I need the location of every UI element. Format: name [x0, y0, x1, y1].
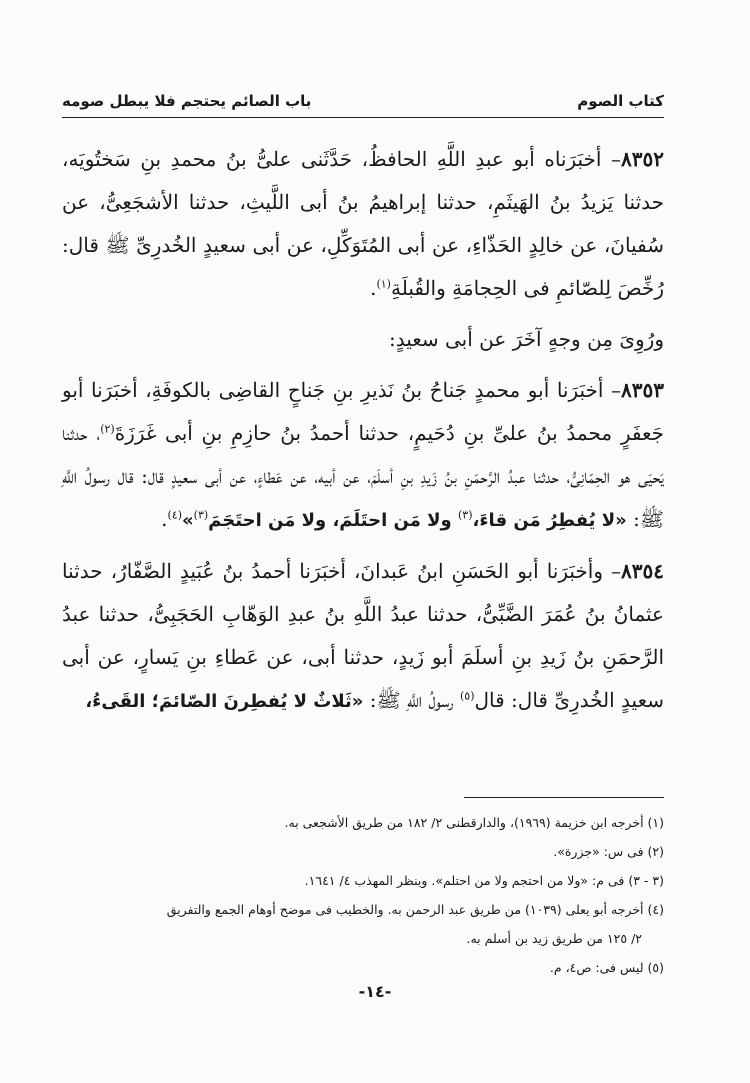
hadith-number: ٨٣٥٤ — [621, 559, 664, 583]
book-title: كتاب الصوم — [577, 92, 664, 110]
footnote-3: (٣ - ٣) فى م: «ولا من احتجم ولا من احتلم». وينظر المهذب ٤/ ١٦٤١. — [304, 873, 664, 888]
footnote-ref[interactable]: (٥) — [459, 689, 475, 703]
prophetic-quote-cont: ولا مَن احتَلَمَ، ولا مَن احتَجَمَ — [208, 510, 458, 531]
main-text — [62, 138, 664, 723]
hadith-8354 — [62, 550, 664, 723]
hadith-number: ٨٣٥٢ — [621, 147, 664, 171]
page-number: -١٤- — [358, 982, 392, 1001]
footnote-ref[interactable]: (٢) — [100, 422, 115, 436]
hadith-text-cont: ، حدثنا يَحيَى هو الحِمّانِىُّ، حدثنا عبدُ الرَّحمَنِ بنُ زَيدِ بنِ أسلَمَ، عن أبيه، عن عَطاءٍ، عن أبى سعيدٍ قال: قال رسولُ اللَّهِ ﷺ: — [62, 421, 664, 531]
hadith-text: – أخبَرَناه أبو عبدِ اللَّهِ الحافظُ، حَدَّثَنى علىُّ بنُ محمدِ بنِ سَختُويَه، حدثنا يَزيدُ بنُ الهَيثَمِ، حدثنا إبراهيمُ بنُ أبى اللَّيثِ، حدثنا الأشجَعِىُّ، عن سُفيانَ، عن خالِدٍ الحَذّاءِ، عن أبى المُتَوَكِّلِ، عن أبى سعيدٍ الخُدرِىِّ ﷺ قال: رُخِّصَ لِلصّائمِ فى الحِجامَةِ والقُبلَةِ — [62, 147, 664, 300]
footnote-ref[interactable]: (٣) — [193, 508, 209, 522]
footnote-4-cont: ٢/ ١٢٥ من طريق زيد بن أسلم به. — [466, 931, 642, 946]
footnote-divider — [464, 797, 664, 798]
footnote-1: (١) أخرجه ابن خزيمة (١٩٦٩)، والدارقطنى ٢/ ١٨٢ من طريق الأشجعى به. — [284, 815, 664, 830]
hadith-8353 — [62, 369, 664, 542]
running-header — [62, 88, 664, 114]
footnotes — [62, 808, 664, 982]
sentence-end: . — [161, 507, 168, 531]
prophetic-quote: «ثَلاثٌ لا يُفطِرنَ الصّائمَ؛ القَىءُ، — [85, 691, 364, 712]
hadith-number: ٨٣٥٣ — [621, 378, 664, 402]
footnote-ref[interactable]: (١) — [376, 277, 391, 291]
footnote-2: (٢) فى س: «جزرة». — [553, 844, 664, 859]
footnote-ref[interactable]: (٣) — [458, 508, 473, 522]
quote-close: » — [182, 510, 194, 531]
hadith-8352 — [62, 138, 664, 310]
hadith-text: – أخبَرَنا أبو محمدٍ جَناحُ بنُ نَذيرِ بنِ جَناحٍ القاضِى بالكوفَةِ، أخبَرَنا أبو جَعفَرٍ محمدُ بنُ علىِّ بنِ دُحَيمٍ، حدثنا أحمدُ بنُ حازِمِ بنِ أبى غَرَزَةَ — [62, 378, 664, 445]
prophetic-quote: «لا يُفطِرُ مَن قاءَ، — [472, 510, 627, 531]
transition-line: ورُوِىَ مِن وجهٍ آخَرَ عن أبى سعيدٍ: — [388, 327, 664, 351]
chapter-title: باب الصائم يحتجم فلا يبطل صومه — [62, 92, 312, 110]
footnote-5: (٥) ليس فى: ص٤، م. — [549, 960, 664, 975]
sentence-end: . — [370, 276, 377, 300]
footnote-4: (٤) أخرجه أبو يعلى (١٠٣٩) من طريق عبد الرحمن به. والخطيب فى موضح أوهام الجمع والتفريق — [166, 902, 664, 917]
hadith-text: – وأخبَرَنا أبو الحَسَنِ ابنُ عَبدانَ، أخبَرَنا أحمدُ بنُ عُبَيدٍ الصَّفّارُ، حدثنا عثمانُ بنُ عُمَرَ الضَّبِّىُّ، حدثنا عبدُ اللَّهِ بنُ عبدِ الوَهّابِ الحَجَبِىُّ، حدثنا عبدُ الرَّحمَنِ بنُ زَيدِ بنِ أسلَمَ أبو زَيدٍ، حدثنا أبى، عن عَطاءِ بنِ يَسارٍ، عن أبى سعيدٍ الخُدرِىِّ قال: قال — [62, 559, 664, 712]
footnote-ref[interactable]: (٤) — [167, 508, 182, 522]
header-divider — [62, 117, 664, 118]
hadith-text-cont: رسولُ اللَّهِ ﷺ: — [363, 688, 460, 712]
